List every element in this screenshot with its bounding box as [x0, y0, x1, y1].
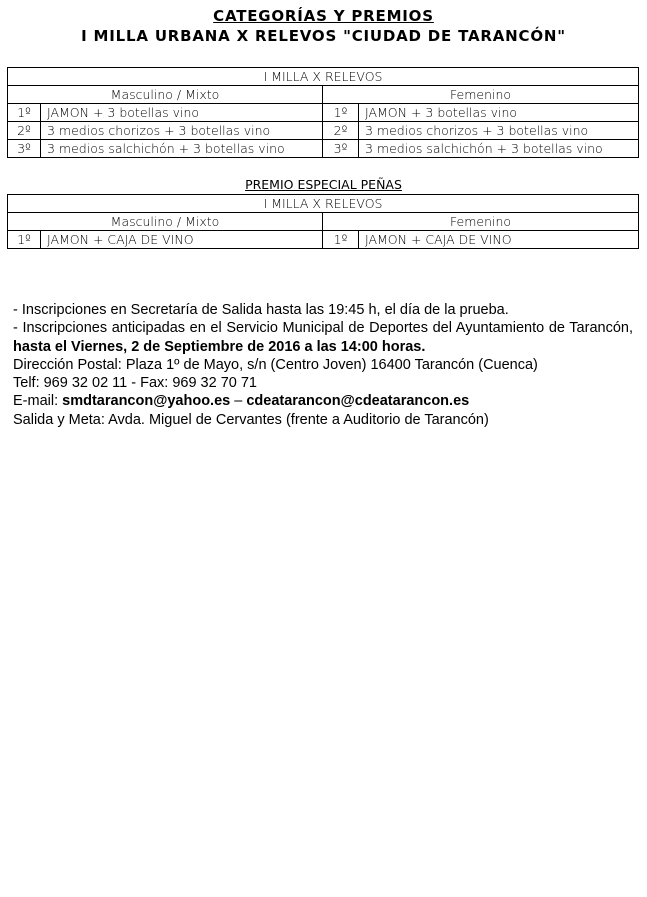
column-header-femenino: Femenino — [323, 213, 639, 231]
email-line — [13, 392, 633, 410]
email-link-smd[interactable]: smdtarancon@yahoo.es — [62, 393, 231, 410]
table-title: I MILLA X RELEVOS — [8, 68, 639, 86]
column-header-masculino: Masculino / Mixto — [8, 86, 323, 104]
position-cell: 1º — [323, 104, 359, 122]
table-row — [8, 104, 639, 122]
prize-cell: 3 medios salchichón + 3 botellas vino — [41, 140, 323, 158]
registration-info — [13, 301, 633, 429]
prize-cell: JAMON + 3 botellas vino — [359, 104, 639, 122]
position-cell: 1º — [323, 231, 359, 249]
page-header — [0, 6, 647, 46]
prize-cell: JAMON + CAJA DE VINO — [359, 231, 639, 249]
advance-registration-text: - Inscripciones anticipadas en el Servicio Municipal de Deportes del Ayuntamiento de Tarancón, — [13, 320, 633, 337]
prize-cell: JAMON + CAJA DE VINO — [41, 231, 323, 249]
table-row — [8, 122, 639, 140]
column-header-masculino: Masculino / Mixto — [8, 213, 323, 231]
position-cell: 1º — [8, 104, 41, 122]
registration-deadline: hasta el Viernes, 2 de Septiembre de 2016 a las 14:00 horas. — [13, 338, 426, 355]
prize-cell: 3 medios chorizos + 3 botellas vino — [41, 122, 323, 140]
page-subtitle: I MILLA URBANA X RELEVOS "CIUDAD DE TARANCÓN" — [81, 27, 566, 45]
prize-cell: JAMON + 3 botellas vino — [41, 104, 323, 122]
column-header-femenino: Femenino — [323, 86, 639, 104]
special-prize-heading: PREMIO ESPECIAL PEÑAS — [245, 177, 402, 192]
email-link-cdea[interactable]: cdeatarancon@cdeatarancon.es — [246, 393, 470, 410]
email-separator: – — [230, 393, 247, 410]
table-row — [8, 231, 639, 249]
position-cell: 3º — [323, 140, 359, 158]
email-label: E-mail: — [13, 393, 63, 410]
position-cell: 2º — [8, 122, 41, 140]
prize-cell: 3 medios chorizos + 3 botellas vino — [359, 122, 639, 140]
table-row — [8, 140, 639, 158]
special-prizes-table — [7, 194, 639, 249]
position-cell: 1º — [8, 231, 41, 249]
phone-fax: Telf: 969 32 02 11 - Fax: 969 32 70 71 — [13, 375, 257, 392]
start-finish-location: Salida y Meta: Avda. Miguel de Cervantes (frente a Auditorio de Tarancón) — [13, 411, 489, 428]
table-title: I MILLA X RELEVOS — [8, 195, 639, 213]
advance-registration-note — [13, 319, 633, 356]
prizes-table — [7, 67, 639, 158]
page-title: CATEGORÍAS Y PREMIOS — [213, 7, 434, 25]
onsite-registration-note: - Inscripciones en Secretaría de Salida hasta las 19:45 h, el día de la prueba. — [13, 302, 509, 318]
position-cell: 3º — [8, 140, 41, 158]
prize-cell: 3 medios salchichón + 3 botellas vino — [359, 140, 639, 158]
postal-address: Dirección Postal: Plaza 1º de Mayo, s/n (Centro Joven) 16400 Tarancón (Cuenca) — [13, 356, 538, 373]
position-cell: 2º — [323, 122, 359, 140]
